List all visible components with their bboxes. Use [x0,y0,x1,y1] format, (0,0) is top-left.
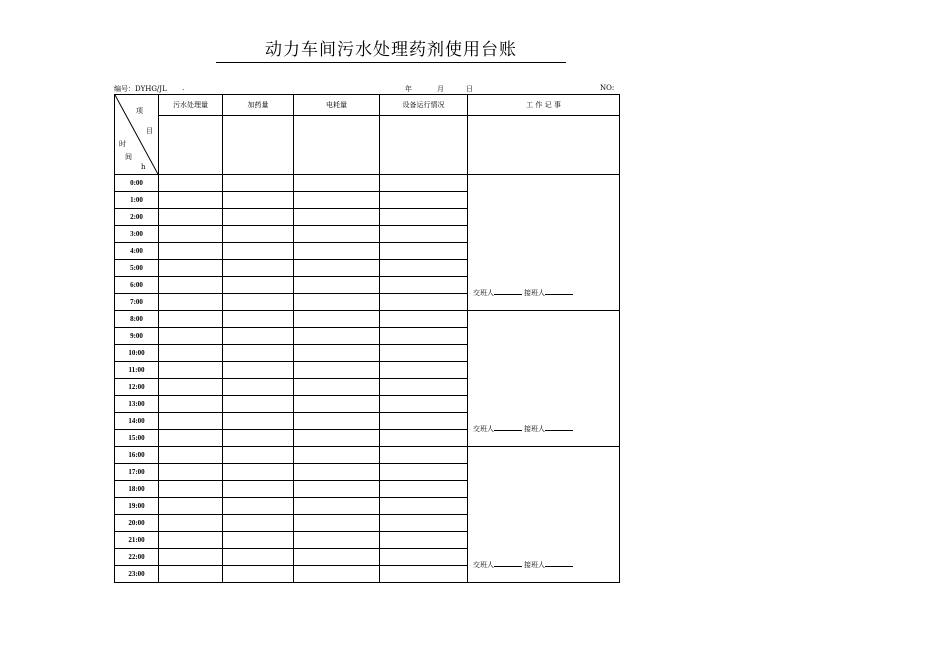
entry-cell[interactable] [223,209,294,226]
entry-cell[interactable] [223,549,294,566]
day-label: 日 [466,85,473,93]
entry-cell[interactable] [159,226,223,243]
entry-cell[interactable] [223,447,294,464]
entry-cell[interactable] [223,345,294,362]
time-cell: 2:00 [115,209,159,226]
entry-cell[interactable] [294,345,380,362]
no-label: NO: [600,84,615,92]
entry-cell[interactable] [159,345,223,362]
entry-cell[interactable] [159,277,223,294]
entry-cell[interactable] [223,379,294,396]
entry-cell[interactable] [159,447,223,464]
entry-cell[interactable] [223,226,294,243]
signature-blank[interactable] [545,288,573,295]
handover-give-label: 交班人 [473,289,494,297]
entry-cell[interactable] [159,175,223,192]
entry-cell[interactable] [223,413,294,430]
entry-cell[interactable] [159,192,223,209]
col-header-power: 电耗量 [294,95,380,116]
time-cell: 17:00 [115,464,159,481]
header-blank-cell[interactable] [294,116,380,175]
entry-cell[interactable] [380,209,468,226]
entry-cell[interactable] [294,243,380,260]
col-header-dosage: 加药量 [223,95,294,116]
entry-cell[interactable] [294,260,380,277]
time-cell: 4:00 [115,243,159,260]
entry-cell[interactable] [159,260,223,277]
entry-cell[interactable] [223,311,294,328]
time-cell: 13:00 [115,396,159,413]
time-cell: 0:00 [115,175,159,192]
entry-cell[interactable] [223,430,294,447]
entry-cell[interactable] [223,277,294,294]
shift-record-cell[interactable] [468,175,620,311]
col-header-equipment: 设备运行情况 [380,95,468,116]
entry-cell[interactable] [380,192,468,209]
entry-cell[interactable] [159,498,223,515]
time-cell: 3:00 [115,226,159,243]
diag-unit: h [141,163,146,171]
diagonal-header-cell [115,95,159,175]
handover-give-label: 交班人 [473,425,494,433]
diag-item-top: 项 [136,107,143,115]
entry-cell[interactable] [380,481,468,498]
entry-cell[interactable] [294,481,380,498]
time-row [115,311,620,328]
col-header-sewage: 污水处理量 [159,95,223,116]
entry-cell[interactable] [380,260,468,277]
entry-cell[interactable] [380,430,468,447]
entry-cell[interactable] [159,566,223,583]
entry-cell[interactable] [294,226,380,243]
time-cell: 12:00 [115,379,159,396]
entry-cell[interactable] [223,464,294,481]
time-cell: 22:00 [115,549,159,566]
shift-record-cell[interactable] [468,311,620,447]
entry-cell[interactable] [294,396,380,413]
entry-cell[interactable] [223,260,294,277]
time-cell: 8:00 [115,311,159,328]
month-label: 月 [437,85,444,93]
entry-cell[interactable] [159,481,223,498]
time-cell: 6:00 [115,277,159,294]
entry-cell[interactable] [223,532,294,549]
signature-blank[interactable] [545,424,573,431]
entry-cell[interactable] [159,362,223,379]
entry-cell[interactable] [294,362,380,379]
handover-take-label: 接班人 [524,561,545,569]
time-cell: 5:00 [115,260,159,277]
entry-cell[interactable] [380,226,468,243]
entry-cell[interactable] [159,209,223,226]
time-cell: 21:00 [115,532,159,549]
code-label: 编号：DYHG/JL [114,85,167,93]
entry-cell[interactable] [159,396,223,413]
entry-cell[interactable] [380,311,468,328]
signature-blank[interactable] [494,288,522,295]
entry-cell[interactable] [294,532,380,549]
entry-cell[interactable] [294,566,380,583]
entry-cell[interactable] [294,192,380,209]
header-blank-cell[interactable] [468,116,620,175]
entry-cell[interactable] [159,379,223,396]
entry-cell[interactable] [380,294,468,311]
entry-cell[interactable] [294,175,380,192]
time-row [115,447,620,464]
code-dot: . [182,84,185,92]
entry-cell[interactable] [159,464,223,481]
entry-cell[interactable] [380,243,468,260]
entry-cell[interactable] [380,447,468,464]
header-blank-cell[interactable] [380,116,468,175]
handover-take-label: 接班人 [524,425,545,433]
entry-cell[interactable] [159,549,223,566]
entry-cell[interactable] [294,430,380,447]
time-cell: 11:00 [115,362,159,379]
header-blank-row [115,116,620,175]
entry-cell[interactable] [294,277,380,294]
time-cell: 9:00 [115,328,159,345]
header-blank-cell[interactable] [223,116,294,175]
entry-cell[interactable] [159,532,223,549]
entry-cell[interactable] [380,566,468,583]
header-row [115,95,620,116]
entry-cell[interactable] [294,413,380,430]
year-label: 年 [405,85,412,93]
time-cell: 23:00 [115,566,159,583]
col-header-work-log: 工 作 记 事 [468,95,620,116]
time-cell: 20:00 [115,515,159,532]
handover-signature [473,560,575,570]
entry-cell[interactable] [294,549,380,566]
entry-cell[interactable] [294,209,380,226]
entry-cell[interactable] [159,311,223,328]
handover-take-label: 接班人 [524,289,545,297]
entry-cell[interactable] [223,243,294,260]
entry-cell[interactable] [223,328,294,345]
signature-blank[interactable] [494,560,522,567]
entry-cell[interactable] [159,294,223,311]
entry-cell[interactable] [380,396,468,413]
time-cell: 10:00 [115,345,159,362]
entry-cell[interactable] [380,277,468,294]
entry-cell[interactable] [223,175,294,192]
entry-cell[interactable] [159,430,223,447]
entry-cell[interactable] [159,328,223,345]
shift-record-cell[interactable] [468,447,620,583]
time-row [115,175,620,192]
entry-cell[interactable] [294,294,380,311]
handover-signature [473,424,575,434]
entry-cell[interactable] [294,311,380,328]
entry-cell[interactable] [294,379,380,396]
entry-cell[interactable] [380,379,468,396]
entry-cell[interactable] [294,447,380,464]
time-cell: 7:00 [115,294,159,311]
entry-cell[interactable] [380,532,468,549]
entry-cell[interactable] [159,243,223,260]
entry-cell[interactable] [294,328,380,345]
diag-time-1: 时 [119,140,126,148]
entry-cell[interactable] [223,566,294,583]
entry-cell[interactable] [380,549,468,566]
entry-cell[interactable] [294,515,380,532]
time-cell: 19:00 [115,498,159,515]
entry-cell[interactable] [223,515,294,532]
entry-cell[interactable] [380,362,468,379]
time-cell: 1:00 [115,192,159,209]
signature-blank[interactable] [494,424,522,431]
entry-cell[interactable] [380,498,468,515]
handover-signature [473,288,575,298]
entry-cell[interactable] [223,498,294,515]
entry-cell[interactable] [223,396,294,413]
diag-item-bottom: 目 [146,127,153,135]
ledger-table [114,94,620,583]
time-cell: 14:00 [115,413,159,430]
entry-cell[interactable] [294,464,380,481]
time-cell: 18:00 [115,481,159,498]
entry-cell[interactable] [380,175,468,192]
header-blank-cell[interactable] [159,116,223,175]
entry-cell[interactable] [159,515,223,532]
entry-cell[interactable] [223,294,294,311]
entry-cell[interactable] [380,515,468,532]
diag-time-2: 间 [125,153,132,161]
entry-cell[interactable] [294,498,380,515]
entry-cell[interactable] [380,413,468,430]
handover-give-label: 交班人 [473,561,494,569]
time-cell: 15:00 [115,430,159,447]
entry-cell[interactable] [380,328,468,345]
signature-blank[interactable] [545,560,573,567]
time-cell: 16:00 [115,447,159,464]
document-title: 动力车间污水处理药剂使用台账 [216,38,566,63]
entry-cell[interactable] [159,413,223,430]
entry-cell[interactable] [223,362,294,379]
entry-cell[interactable] [380,345,468,362]
entry-cell[interactable] [223,481,294,498]
entry-cell[interactable] [380,464,468,481]
entry-cell[interactable] [223,192,294,209]
